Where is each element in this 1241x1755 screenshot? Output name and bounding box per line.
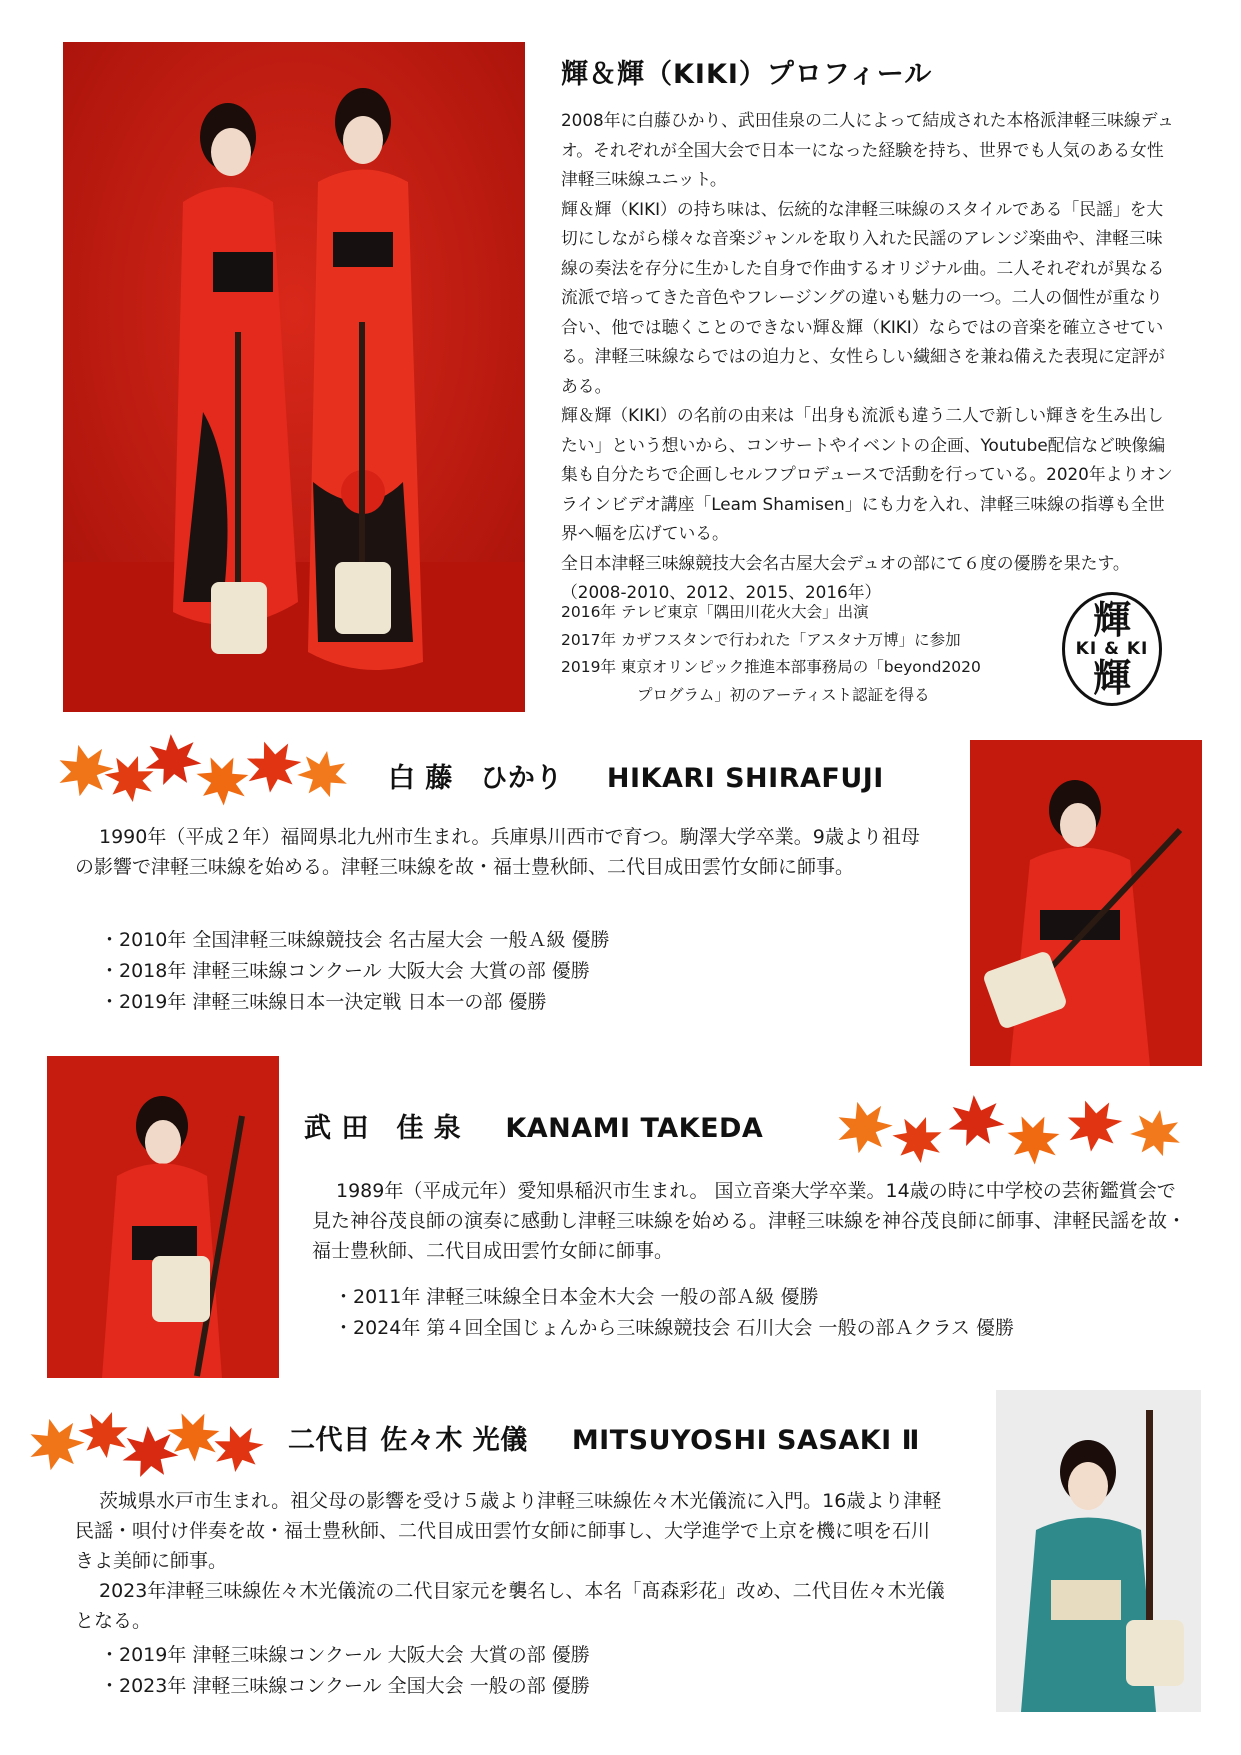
logo-glyph-bottom: 輝 xyxy=(1092,656,1131,700)
profile-text xyxy=(561,106,1179,608)
member-awards xyxy=(100,925,610,1018)
history-item: 2016年 テレビ東京「隅田川花火大会」出演 xyxy=(561,603,869,621)
member-bio xyxy=(312,1176,1188,1266)
award-item: ・2024年 第４回全国じょんから三味線競技会 石川大会 一般の部Ａクラス 優勝 xyxy=(334,1317,1014,1339)
award-item: ・2019年 津軽三味線日本一決定戦 日本一の部 優勝 xyxy=(100,991,547,1013)
bio-paragraph: 1990年（平成２年）福岡県北九州市生まれ。兵庫県川西市で育つ。駒澤大学卒業。9歳より祖母の影響で津軽三味線を始める。津軽三味線を故・福士豊秋師、二代目成田雲竹女師に師事。 xyxy=(75,826,920,878)
bio-paragraph: 1989年（平成元年）愛知県稲沢市生まれ。 国立音楽大学卒業。14歳の時に中学校の芸術鑑賞会で見た神谷茂良師の演奏に感動し津軽三味線を始める。津軽三味線を神谷茂良師に師事、津軽民謡を故・福士豊秋師、二代目成田雲竹女師に師事。 xyxy=(312,1180,1187,1262)
member-bio xyxy=(75,822,937,882)
maple-leaves-decoration xyxy=(826,1087,1206,1171)
member-name-jp: 二代目 佐々木 光儀 xyxy=(288,1425,528,1456)
award-item: ・2018年 津軽三味線コンクール 大阪大会 大賞の部 優勝 xyxy=(100,960,590,982)
member-awards xyxy=(100,1640,590,1702)
kanami-photo xyxy=(47,1056,279,1378)
member-name-en: HIKARI SHIRAFUJI xyxy=(606,763,884,794)
logo-glyph-top: 輝 xyxy=(1092,598,1131,642)
history-item: 2019年 東京オリンピック推進本部事務局の「beyond2020 xyxy=(561,658,981,676)
bio-paragraph: 茨城県水戸市生まれ。祖父母の影響を受け５歳より津軽三味線佐々木光儀流に入門。16歳より津軽民謡・唄付け伴奏を故・福士豊秋師、二代目成田雲竹女師に師事し、大学進学で上京を機に唄を石川きよ美師に師事。 xyxy=(75,1490,942,1572)
history-item: 2017年 カザフスタンで行われた「アスタナ万博」に参加 xyxy=(561,630,961,649)
mitsuyoshi-photo xyxy=(996,1390,1201,1712)
profile-paragraph: 輝＆輝（KIKI）の名前の由来は「出身も流派も違う二人で新しい輝きを生み出したい」という想いから、コンサートやイベントの企画、Youtube配信など映像編集も自分たちで企画しセルフプロデュースで活動を行っている。2020年よりオンラインビデオ講座「Leam Shamisen」にも力を入れ、津軽三味線の指導も全世界へ幅を広げている。 xyxy=(561,405,1173,543)
duo-photo xyxy=(63,42,525,712)
award-item: ・2010年 全国津軽三味線競技会 名古屋大会 一般Ａ級 優勝 xyxy=(100,929,610,951)
profile-paragraph: 2008年に白藤ひかり、武田佳泉の二人によって結成された本格派津軽三味線デュオ。それぞれが全国大会で日本一になった経験を持ち、世界でも人気のある女性津軽三味線ユニット。 xyxy=(561,110,1174,189)
award-item: ・2023年 津軽三味線コンクール 全国大会 一般の部 優勝 xyxy=(100,1675,590,1697)
maple-leaves-decoration xyxy=(45,728,365,810)
member-name-en: MITSUYOSHI SASAKI Ⅱ xyxy=(571,1425,920,1456)
member-name-jp: 白 藤 ひかり xyxy=(388,763,563,794)
maple-leaves-decoration xyxy=(22,1398,272,1482)
hikari-photo xyxy=(970,740,1202,1066)
award-item: ・2011年 津軽三味線全日本金木大会 一般の部Ａ級 優勝 xyxy=(334,1286,819,1308)
member-name-en: KANAMI TAKEDA xyxy=(505,1113,764,1144)
member-bio xyxy=(75,1486,945,1636)
logo-glyph-middle: KI & KI xyxy=(1075,639,1149,659)
kiki-logo xyxy=(1062,592,1162,706)
award-item: ・2019年 津軽三味線コンクール 大阪大会 大賞の部 優勝 xyxy=(100,1644,590,1666)
profile-history xyxy=(561,599,981,709)
member-name xyxy=(304,1106,763,1145)
profile-title: 輝＆輝（KIKI）プロフィール xyxy=(561,59,933,90)
profile-paragraph: 全日本津軽三味線競技大会名古屋大会デュオの部にて６度の優勝を果たす。（2008-2010、2012、2015、2016年） xyxy=(561,552,1130,602)
member-name-jp: 武 田 佳 泉 xyxy=(304,1113,462,1144)
history-item: プログラム」初のアーティスト認証を得る xyxy=(637,685,930,704)
profile-paragraph: 輝＆輝（KIKI）の持ち味は、伝統的な津軽三味線のスタイルである「民謡」を大切にしながら様々な音楽ジャンルを取り入れた民謡のアレンジ楽曲や、津軽三味線の奏法を存分に生かした自身で作曲するオリジナル曲。二人それぞれが異なる流派で培ってきた音色やフレージングの違いも魅力の一つ。二人の個性が重なり合い、他では聴くことのできない輝＆輝（KIKI）ならではの音楽を確立させている。津軽三味線ならではの迫力と、女性らしい繊細さを兼ね備えた表現に定評がある。 xyxy=(561,198,1165,396)
bio-paragraph: 2023年津軽三味線佐々木光儀流の二代目家元を襲名し、本名「髙森彩花」改め、二代目佐々木光儀となる。 xyxy=(75,1580,945,1632)
member-name xyxy=(388,756,884,795)
member-name xyxy=(288,1418,920,1457)
member-awards xyxy=(334,1282,1014,1344)
